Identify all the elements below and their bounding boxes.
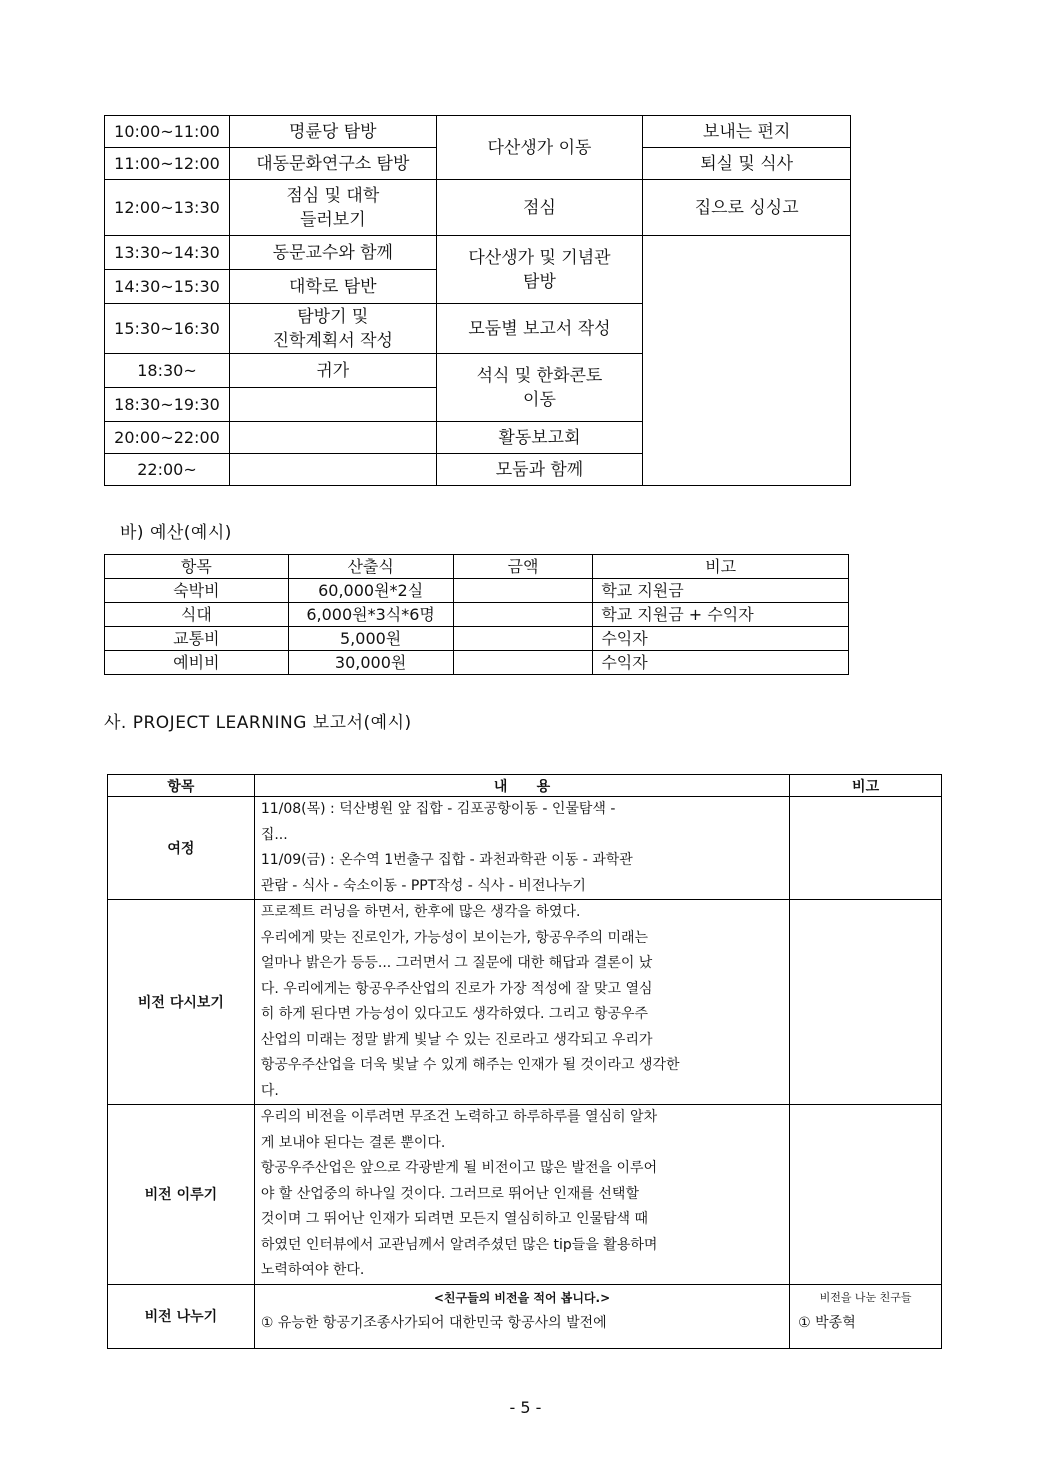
schedule-day2: 다산생가 및 기념관 탐방	[436, 236, 643, 304]
budget-note: 학교 지원금	[593, 579, 849, 603]
vision-review-note	[790, 900, 942, 1105]
report-table	[107, 774, 942, 1349]
itinerary-note	[790, 797, 942, 900]
budget-amount	[453, 603, 593, 627]
budget-note: 수익자	[593, 627, 849, 651]
report-header: 항목	[108, 775, 255, 797]
vision-share-note-title: 비전을 나눈 친구들	[819, 1290, 912, 1304]
itinerary-content: 11/08(목) : 덕산병원 앞 집합 - 김포공항이동 - 인물탐색 - 집... 11/09(금) : 온수역 1번출구 집합 - 과천과학관 이동 - 과학관 관람 - 식사 - 숙소이동 - PPT작성 - 식사 - 비전나누기	[254, 797, 789, 900]
budget-item: 예비비	[105, 651, 289, 675]
table-row	[108, 1105, 942, 1285]
schedule-day1: 탐방기 및 진학계획서 작성	[229, 304, 436, 354]
budget-item: 숙박비	[105, 579, 289, 603]
schedule-day1: 점심 및 대학 들러보기	[229, 180, 436, 236]
table-row	[108, 797, 942, 900]
table-row	[105, 579, 849, 603]
schedule-day3	[643, 236, 851, 486]
budget-note: 수익자	[593, 651, 849, 675]
budget-header: 항목	[105, 555, 289, 579]
schedule-day1	[229, 388, 436, 422]
vision-achieve-note	[790, 1105, 942, 1285]
budget-header: 산출식	[288, 555, 453, 579]
schedule-time: 15:30~16:30	[105, 304, 230, 354]
table-row	[108, 900, 942, 1105]
budget-formula: 60,000원*2실	[288, 579, 453, 603]
vision-achieve-label: 비전 이루기	[108, 1105, 255, 1285]
schedule-time: 11:00~12:00	[105, 148, 230, 180]
budget-amount	[453, 627, 593, 651]
vision-review-label: 비전 다시보기	[108, 900, 255, 1105]
vision-share-line: ① 유능한 항공기조종사가되어 대한민국 항공사의 발전에	[260, 1314, 607, 1331]
budget-table	[104, 554, 849, 675]
vision-share-title: <친구들의 비전을 적어 봅니다.>	[433, 1290, 611, 1305]
schedule-table	[104, 115, 851, 486]
schedule-time: 13:30~14:30	[105, 236, 230, 270]
schedule-day2: 다산생가 이동	[436, 116, 643, 180]
schedule-day2: 석식 및 한화콘토 이동	[436, 354, 643, 422]
budget-amount	[453, 651, 593, 675]
budget-formula: 5,000원	[288, 627, 453, 651]
vision-share-content	[254, 1284, 789, 1348]
table-row	[108, 1284, 942, 1348]
vision-review-content: 프로젝트 러닝을 하면서, 한후에 많은 생각을 하였다. 우리에게 맞는 진로인가, 가능성이 보이는가, 항공우주의 미래는 얼마나 밝은가 등등... 그러면서 그 질문에 대한 해답과 결론이 났 다. 우리에게는 항공우주산업의 진로가 가장 적성에 잘 맞고 열심 히 하게 된다면 가능성이 있다고도 생각하였다. 그리고 항공우주 산업의 미래는 정말 밝게 빛날 수 있는 진로라고 생각되고 우리가 항공우주산업을 더욱 빛날 수 있게 해주는 인재가 될 것이라고 생각한 다.	[254, 900, 789, 1105]
itinerary-label: 여정	[108, 797, 255, 900]
schedule-day3: 보내는 편지	[643, 116, 851, 148]
schedule-day1: 대동문화연구소 탐방	[229, 148, 436, 180]
vision-achieve-content: 우리의 비전을 이루려면 무조건 노력하고 하루하루를 열심히 알차 게 보내야 된다는 결론 뿐이다. 항공우주산업은 앞으로 각광받게 될 비전이고 많은 발전을 이루어 야 할 산업중의 하나일 것이다. 그러므로 뛰어난 인재를 선택할 것이며 그 뛰어난 인재가 되려면 모든지 열심히하고 인물탐색 때 하였던 인터뷰에서 교관님께서 알려주셨던 많은 tip들을 활용하며 노력하여야 한다.	[254, 1105, 789, 1285]
schedule-time: 18:30~19:30	[105, 388, 230, 422]
budget-heading: 바) 예산(예시)	[120, 523, 232, 543]
schedule-day1	[229, 454, 436, 486]
budget-header: 금액	[453, 555, 593, 579]
schedule-time: 22:00~	[105, 454, 230, 486]
schedule-day2: 점심	[436, 180, 643, 236]
budget-item: 교통비	[105, 627, 289, 651]
budget-formula: 30,000원	[288, 651, 453, 675]
budget-header: 비고	[593, 555, 849, 579]
vision-share-label: 비전 나누기	[108, 1284, 255, 1348]
report-header: 비고	[790, 775, 942, 797]
table-row	[105, 651, 849, 675]
table-row	[105, 603, 849, 627]
schedule-day1	[229, 422, 436, 454]
budget-note: 학교 지원금 + 수익자	[593, 603, 849, 627]
report-header: 내 용	[254, 775, 789, 797]
schedule-day1: 동문교수와 함께	[229, 236, 436, 270]
schedule-day2: 모둠별 보고서 작성	[436, 304, 643, 354]
report-heading: 사. PROJECT LEARNING 보고서(예시)	[104, 713, 412, 733]
schedule-day1: 귀가	[229, 354, 436, 388]
schedule-time: 14:30~15:30	[105, 270, 230, 304]
table-row	[105, 627, 849, 651]
schedule-day2: 모둠과 함께	[436, 454, 643, 486]
schedule-day1: 명륜당 탐방	[229, 116, 436, 148]
schedule-time: 12:00~13:30	[105, 180, 230, 236]
budget-amount	[453, 579, 593, 603]
schedule-time: 10:00~11:00	[105, 116, 230, 148]
schedule-day1: 대학로 탐반	[229, 270, 436, 304]
vision-share-note-line: ① 박종혁	[798, 1314, 856, 1331]
schedule-day3: 집으로 싱싱고	[643, 180, 851, 236]
vision-share-note	[790, 1284, 942, 1348]
schedule-day2: 활동보고회	[436, 422, 643, 454]
budget-item: 식대	[105, 603, 289, 627]
page-number: - 5 -	[509, 1398, 542, 1417]
schedule-day3: 퇴실 및 식사	[643, 148, 851, 180]
schedule-time: 20:00~22:00	[105, 422, 230, 454]
budget-formula: 6,000원*3식*6명	[288, 603, 453, 627]
schedule-time: 18:30~	[105, 354, 230, 388]
